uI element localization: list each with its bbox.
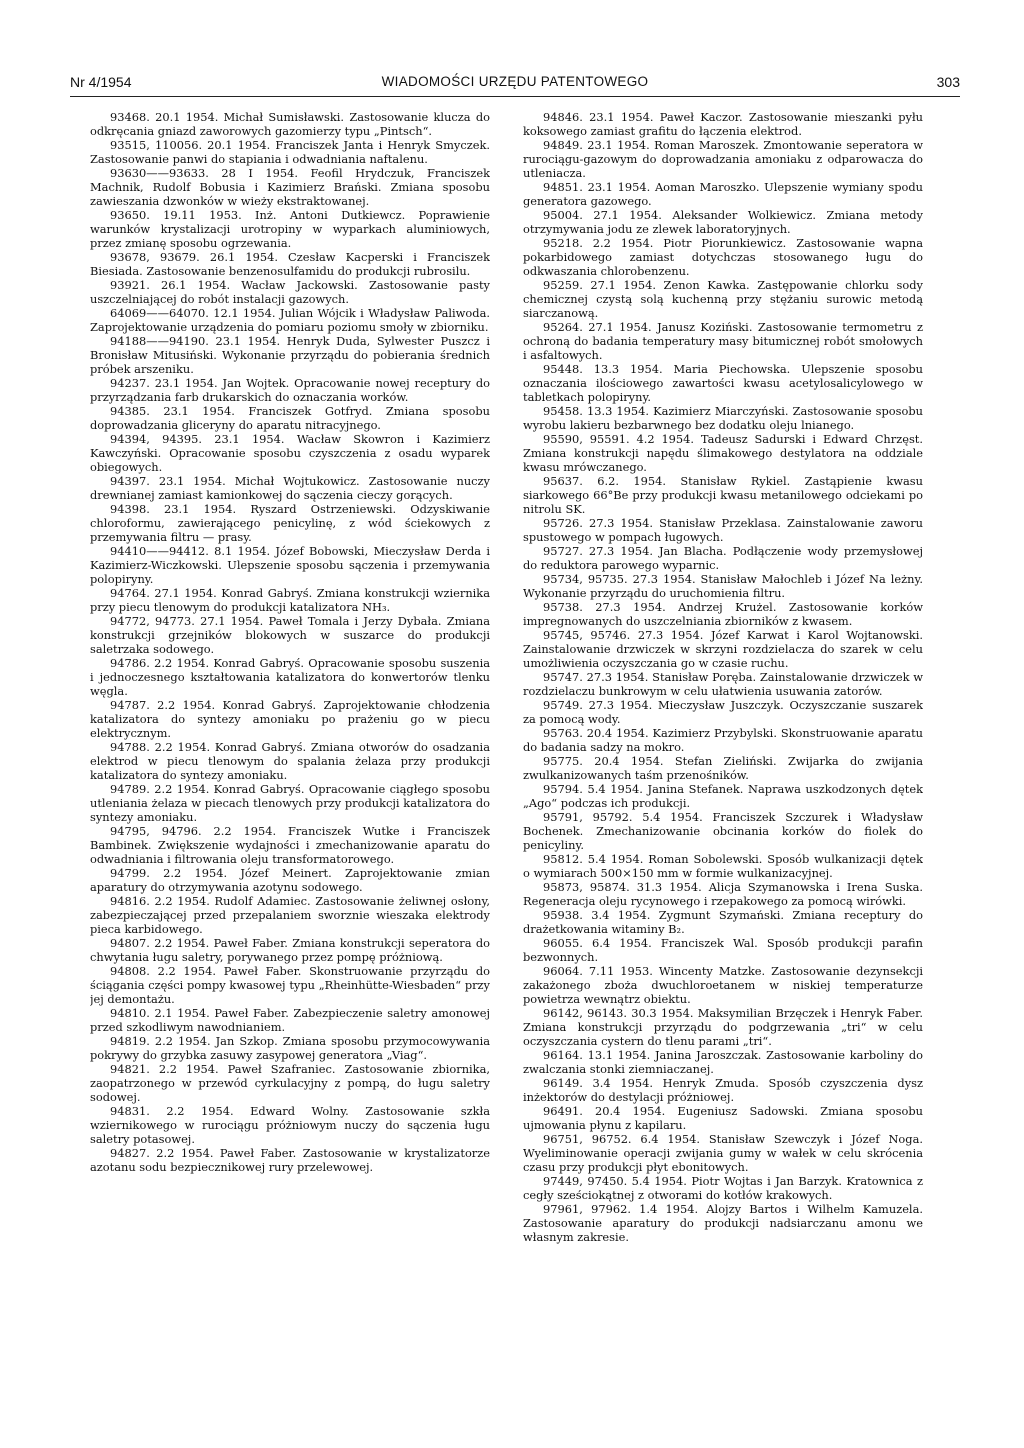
patent-entry: 96055. 6.4 1954. Franciszek Wal. Sposób produkcji parafin bezwonnych.	[523, 936, 923, 964]
patent-entry: 94819. 2.2 1954. Jan Szkop. Zmiana sposobu przymocowywania pokrywy do grzybka zasuwy zasypowej generatora „Viag“.	[90, 1034, 490, 1062]
patent-entry: 94851. 23.1 1954. Aoman Maroszko. Ulepszenie wymiany spodu generatora gazowego.	[523, 180, 923, 208]
patent-entry: 95734, 95735. 27.3 1954. Stanisław Małochleb i Józef Na leżny. Wykonanie przyrządu do uruchomienia filtru.	[523, 572, 923, 600]
patent-entry: 94398. 23.1 1954. Ryszard Ostrzeniewski. Odzyskiwanie chloroformu, zawierającego penicylinę, z wód ściekowych z przemywania filtru — prasy.	[90, 502, 490, 544]
patent-entry: 95938. 3.4 1954. Zygmunt Szymański. Zmiana receptury do drażetkowania witaminy B₂.	[523, 908, 923, 936]
patent-entry: 95458. 13.3 1954. Kazimierz Miarczyński. Zastosowanie sposobu wyrobu lakieru bezbarwnego bez dodatku oleju lnianego.	[523, 404, 923, 432]
patent-entry: 93921. 26.1 1954. Wacław Jackowski. Zastosowanie pasty uszczelniającej do robót instalacji gazowych.	[90, 278, 490, 306]
patent-entry: 95794. 5.4 1954. Janina Stefanek. Naprawa uszkodzonych dętek „Ago“ podczas ich produkcji.	[523, 782, 923, 810]
page-header	[70, 74, 960, 97]
patent-entry: 94827. 2.2 1954. Paweł Faber. Zastosowanie w krystalizatorze azotanu sodu bezpiecznikowej rury przelewowej.	[90, 1146, 490, 1174]
left-column	[90, 110, 490, 1410]
patent-entry: 94410——94412. 8.1 1954. Józef Bobowski, Mieczysław Derda i Kazimierz-Wiczkowski. Ulepszenie sposobu sączenia i przemywania polopiryny.	[90, 544, 490, 586]
patent-entry: 96149. 3.4 1954. Henryk Zmuda. Sposób czyszczenia dysz inżektorów do destylacji próżniowej.	[523, 1076, 923, 1104]
issue-number: Nr 4/1954	[70, 74, 132, 90]
patent-entry: 94799. 2.2 1954. Józef Meinert. Zaprojektowanie zmian aparatury do otrzymywania azotynu sodowego.	[90, 866, 490, 894]
patent-entry: 94849. 23.1 1954. Roman Maroszek. Zmontowanie seperatora w rurociągu-gazowym do doprowadzania amoniaku z odparowacza do utleniacza.	[523, 138, 923, 180]
patent-entry: 95745, 95746. 27.3 1954. Józef Karwat i Karol Wojtanowski. Zainstalowanie drzwiczek w skrzyni rozdzielacza do szarek w celu umożliwienia oczyszczania go w czasie ruchu.	[523, 628, 923, 670]
patent-entry: 94816. 2.2 1954. Rudolf Adamiec. Zastosowanie żeliwnej osłony, zabezpieczającej przed przepalaniem sworznie wieszaka elektrody pieca karbidowego.	[90, 894, 490, 936]
patent-entry: 93515, 110056. 20.1 1954. Franciszek Janta i Henryk Smyczek. Zastosowanie panwi do stapiania i odwadniania naftalenu.	[90, 138, 490, 166]
patent-entry: 96142, 96143. 30.3 1954. Maksymilian Brzęczek i Henryk Faber. Zmiana konstrukcji przyrządu do podgrzewania „tri“ w celu oczyszczania cystern do tlenu parami „tri“.	[523, 1006, 923, 1048]
patent-entry: 96751, 96752. 6.4 1954. Stanisław Szewczyk i Józef Noga. Wyeliminowanie operacji zwijania gumy w wałek w celu skrócenia czasu przy produkcji płyt ebonitowych.	[523, 1132, 923, 1174]
patent-entry: 93630——93633. 28 I 1954. Feofil Hrydczuk, Franciszek Machnik, Rudolf Bobusia i Kazimierz Brański. Zmiana sposobu zawieszania dzwonków w wieży ekstraktowanej.	[90, 166, 490, 208]
patent-entry: 94810. 2.1 1954. Paweł Faber. Zabezpieczenie saletry amonowej przed szkodliwym nawodnianiem.	[90, 1006, 490, 1034]
patent-entry: 95791, 95792. 5.4 1954. Franciszek Szczurek i Władysław Bochenek. Zmechanizowanie obcinania korków do fiolek do penicyliny.	[523, 810, 923, 852]
patent-entry: 94385. 23.1 1954. Franciszek Gotfryd. Zmiana sposobu doprowadzania gliceryny do aparatu nitracyjnego.	[90, 404, 490, 432]
patent-entry: 64069——64070. 12.1 1954. Julian Wójcik i Władysław Paliwoda. Zaprojektowanie urządzenia do pomiaru poziomu smoły w zbiorniku.	[90, 306, 490, 334]
patent-entry: 96064. 7.11 1953. Wincenty Matzke. Zastosowanie dezynsekcji zakażonego zboża dwuchloroetanem w niskiej temperaturze powietrza wewnątrz obiektu.	[523, 964, 923, 1006]
patent-entry: 94764. 27.1 1954. Konrad Gabryś. Zmiana konstrukcji wziernika przy piecu tlenowym do produkcji katalizatora NH₃.	[90, 586, 490, 614]
patent-entry: 94772, 94773. 27.1 1954. Paweł Tomala i Jerzy Dybała. Zmiana konstrukcji grzejników blokowych w suszarce do produkcji saletrzaka sodowego.	[90, 614, 490, 656]
patent-entry: 95747. 27.3 1954. Stanisław Poręba. Zainstalowanie drzwiczek w rozdzielaczu bunkrowym w celu ułatwienia usuwania zatorów.	[523, 670, 923, 698]
patent-entry: 94394, 94395. 23.1 1954. Wacław Skowron i Kazimierz Kawczyński. Opracowanie sposobu czyszczenia z osadu wyparek obiegowych.	[90, 432, 490, 474]
patent-entry: 95738. 27.3 1954. Andrzej Krużel. Zastosowanie korków impregnowanych do uszczelniania zbiorników z kwasem.	[523, 600, 923, 628]
patent-entry: 94397. 23.1 1954. Michał Wojtukowicz. Zastosowanie nuczy drewnianej zamiast kamionkowej do sączenia cieczy gorących.	[90, 474, 490, 502]
patent-entry: 94808. 2.2 1954. Paweł Faber. Skonstruowanie przyrządu do ściągania części pompy kwasowej typu „Rheinhütte-Wiesbaden“ przy jej demontażu.	[90, 964, 490, 1006]
patent-entry: 93678, 93679. 26.1 1954. Czesław Kacperski i Franciszek Biesiada. Zastosowanie benzenosulfamidu do produkcji rubrosilu.	[90, 250, 490, 278]
patent-entry: 95812. 5.4 1954. Roman Sobolewski. Sposób wulkanizacji dętek o wymiarach 500×150 mm w formie wulkanizacyjnej.	[523, 852, 923, 880]
patent-entry: 95264. 27.1 1954. Janusz Koziński. Zastosowanie termometru z ochroną do badania temperatury masy bitumicznej robót smołowych i asfaltowych.	[523, 320, 923, 362]
patent-entry: 95775. 20.4 1954. Stefan Zieliński. Zwijarka do zwijania zwulkanizowanych taśm przenośników.	[523, 754, 923, 782]
patent-entry: 95727. 27.3 1954. Jan Blacha. Podłączenie wody przemysłowej do reduktora parowego wyparnic.	[523, 544, 923, 572]
patent-entry: 95590, 95591. 4.2 1954. Tadeusz Sadurski i Edward Chrzęst. Zmiana konstrukcji napędu ślimakowego destylatora na oddziale kwasu mrówczanego.	[523, 432, 923, 474]
patent-entry: 94237. 23.1 1954. Jan Wojtek. Opracowanie nowej receptury do przyrządzania farb drukarskich do oznaczania worków.	[90, 376, 490, 404]
patent-entry: 97961, 97962. 1.4 1954. Alojzy Bartos i Wilhelm Kamuzela. Zastosowanie aparatury do produkcji nadsiarczanu amonu we własnym zakresie.	[523, 1202, 923, 1244]
patent-entry: 94787. 2.2 1954. Konrad Gabryś. Zaprojektowanie chłodzenia katalizatora do syntezy amoniaku po prażeniu go w piecu elektrycznym.	[90, 698, 490, 740]
patent-entry: 95448. 13.3 1954. Maria Piechowska. Ulepszenie sposobu oznaczania ilościowego zawartości kwasu acetylosalicylowego w tabletkach polopiryny.	[523, 362, 923, 404]
patent-entry: 95763. 20.4 1954. Kazimierz Przybylski. Skonstruowanie aparatu do badania sadzy na mokro.	[523, 726, 923, 754]
patent-entry: 94821. 2.2 1954. Paweł Szafraniec. Zastosowanie zbiornika, zaopatrzonego w przewód cyrkulacyjny z pompą, do ługu saletry sodowej.	[90, 1062, 490, 1104]
right-column	[523, 110, 923, 1410]
patent-entry: 94188——94190. 23.1 1954. Henryk Duda, Sylwester Puszcz i Bronisław Mitusiński. Wykonanie przyrządu do pobierania średnich próbek arszeniku.	[90, 334, 490, 376]
patent-entry: 93468. 20.1 1954. Michał Sumisławski. Zastosowanie klucza do odkręcania gniazd zaworowych gazomierzy typu „Pintsch“.	[90, 110, 490, 138]
patent-entry: 94831. 2.2 1954. Edward Wolny. Zastosowanie szkła wziernikowego w rurociągu próżniowym nuczy do sączenia ługu saletry potasowej.	[90, 1104, 490, 1146]
patent-entry: 95873, 95874. 31.3 1954. Alicja Szymanowska i Irena Suska. Regeneracja oleju rycynowego i rzepakowego za pomocą wirówki.	[523, 880, 923, 908]
patent-entry: 95218. 2.2 1954. Piotr Piorunkiewicz. Zastosowanie wapna pokarbidowego zamiast dotychczas stosowanego ługu do odkwaszania chlorobenzenu.	[523, 236, 923, 278]
patent-entry: 95259. 27.1 1954. Zenon Kawka. Zastępowanie chlorku sody chemicznej czystą solą kuchenną przy stężaniu surowic metodą siarczanową.	[523, 278, 923, 320]
page-number: 303	[936, 74, 960, 90]
patent-entry: 94807. 2.2 1954. Paweł Faber. Zmiana konstrukcji seperatora do chwytania ługu saletry, porywanego przez pompę próżniową.	[90, 936, 490, 964]
patent-entry: 95637. 6.2. 1954. Stanisław Rykiel. Zastąpienie kwasu siarkowego 66°Be przy produkcji kwasu metanilowego odciekami po nitrolu SK.	[523, 474, 923, 516]
patent-entry: 95004. 27.1 1954. Aleksander Wolkiewicz. Zmiana metody otrzymywania jodu ze zlewek laboratoryjnych.	[523, 208, 923, 236]
patent-entry: 94846. 23.1 1954. Paweł Kaczor. Zastosowanie mieszanki pyłu koksowego zamiast grafitu do łączenia elektrod.	[523, 110, 923, 138]
patent-entry: 94786. 2.2 1954. Konrad Gabryś. Opracowanie sposobu suszenia i jednoczesnego kształtowania katalizatora do konwertorów tlenku węgla.	[90, 656, 490, 698]
patent-entry: 94788. 2.2 1954. Konrad Gabryś. Zmiana otworów do osadzania elektrod w piecu tlenowym do spalania żelaza przy produkcji katalizatora do syntezy amoniaku.	[90, 740, 490, 782]
patent-entry: 97449, 97450. 5.4 1954. Piotr Wojtas i Jan Barzyk. Kratownica z cegły sześciokątnej z otworami do kotłów krakowych.	[523, 1174, 923, 1202]
patent-entry: 93650. 19.11 1953. Inż. Antoni Dutkiewcz. Poprawienie warunków krystalizacji urotropiny w wyparkach aluminiowych, przez zmianę sposobu ogrzewania.	[90, 208, 490, 250]
journal-title: WIADOMOŚCI URZĘDU PATENTOWEGO	[381, 74, 649, 89]
patent-entry: 94789. 2.2 1954. Konrad Gabryś. Opracowanie ciągłego sposobu utleniania żelaza w piecach tlenowych przy produkcji katalizatora do syntezy amoniaku.	[90, 782, 490, 824]
patent-entry: 95749. 27.3 1954. Mieczysław Juszczyk. Oczyszczanie suszarek za pomocą wody.	[523, 698, 923, 726]
patent-entry: 96164. 13.1 1954. Janina Jaroszczak. Zastosowanie karboliny do zwalczania stonki ziemniaczanej.	[523, 1048, 923, 1076]
patent-entry: 96491. 20.4 1954. Eugeniusz Sadowski. Zmiana sposobu ujmowania płynu z kapilaru.	[523, 1104, 923, 1132]
patent-entry: 94795, 94796. 2.2 1954. Franciszek Wutke i Franciszek Bambinek. Zwiększenie wydajności i zmechanizowanie aparatu do odwadniania i filtrowania oleju transformatorowego.	[90, 824, 490, 866]
patent-entry: 95726. 27.3 1954. Stanisław Przeklasa. Zainstalowanie zaworu spustowego w pompach ługowych.	[523, 516, 923, 544]
